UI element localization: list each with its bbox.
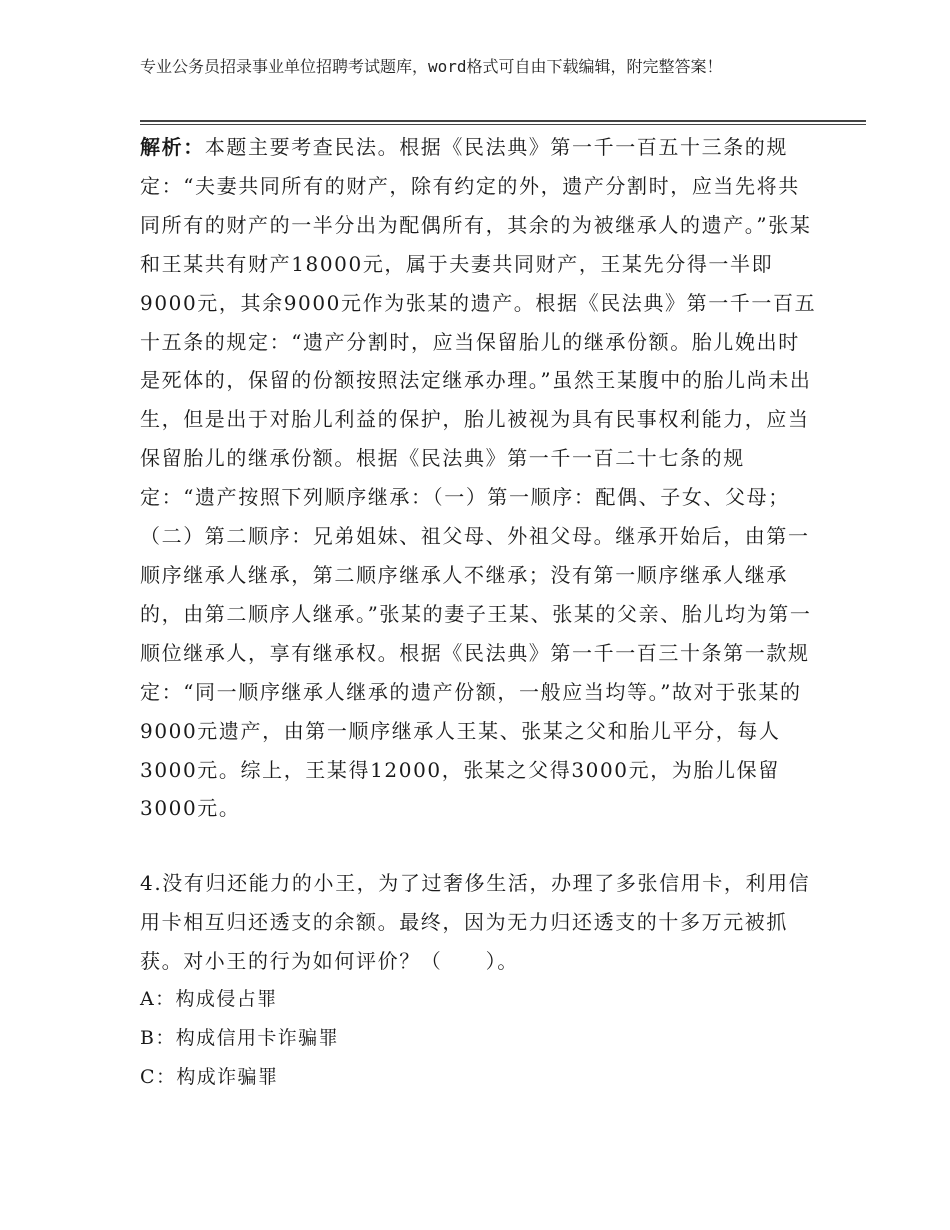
- header-divider-thin: [140, 124, 866, 125]
- option-b: B：构成信用卡诈骗罪: [140, 1027, 339, 1049]
- option-list: [140, 980, 820, 1097]
- analysis-body: 本题主要考查民法。根据《民法典》第一千一百五十三条的规定：“夫妻共同所有的财产，除有约定的外，遗产分割时，应当先将共同所有的财产的一半分出为配偶所有，其余的为被继承人的遗产。”张某和王某共有财产18000元，属于夫妻共同财产，王某先分得一半即9000元，其余9000元作为张某的遗产。根据《民法典》第一千一百五十五条的规定：“遗产分割时，应当保留胎儿的继承份额。胎儿娩出时是死体的，保留的份额按照法定继承办理。”虽然王某腹中的胎儿尚未出生，但是出于对胎儿利益的保护，胎儿被视为具有民事权利能力，应当保留胎儿的继承份额。根据《民法典》第一千一百二十七条的规定：“遗产按照下列顺序继承：（一）第一顺序：配偶、子女、父母；（二）第二顺序：兄弟姐妹、祖父母、外祖父母。继承开始后，由第一顺序继承人继承，第二顺序继承人不继承；没有第一顺序继承人继承的，由第二顺序人继承。”张某的妻子王某、张某的父亲、胎儿均为第一顺位继承人，享有继承权。根据《民法典》第一千一百三十条第一款规定：“同一顺序继承人继承的遗产份额，一般应当均等。”故对于张某的9000元遗产，由第一顺序继承人王某、张某之父和胎儿平分，每人3000元。综上，王某得12000，张某之父得3000元，为胎儿保留3000元。: [140, 135, 817, 821]
- option-a: A：构成侵占罪: [140, 988, 278, 1010]
- analysis-label: 解析：: [140, 135, 205, 159]
- analysis-paragraph: [140, 128, 820, 828]
- question-stem: 4.没有归还能力的小王，为了过奢侈生活，办理了多张信用卡，利用信用卡相互归还透支的余额。最终，因为无力归还透支的十多万元被抓获。对小王的行为如何评价？（ ）。: [140, 871, 811, 973]
- page-header-note: 专业公务员招录事业单位招聘考试题库，word格式可自由下载编辑，附完整答案！: [140, 57, 723, 76]
- option-c: C：构成诈骗罪: [140, 1066, 279, 1088]
- header-divider-thick: [140, 120, 866, 122]
